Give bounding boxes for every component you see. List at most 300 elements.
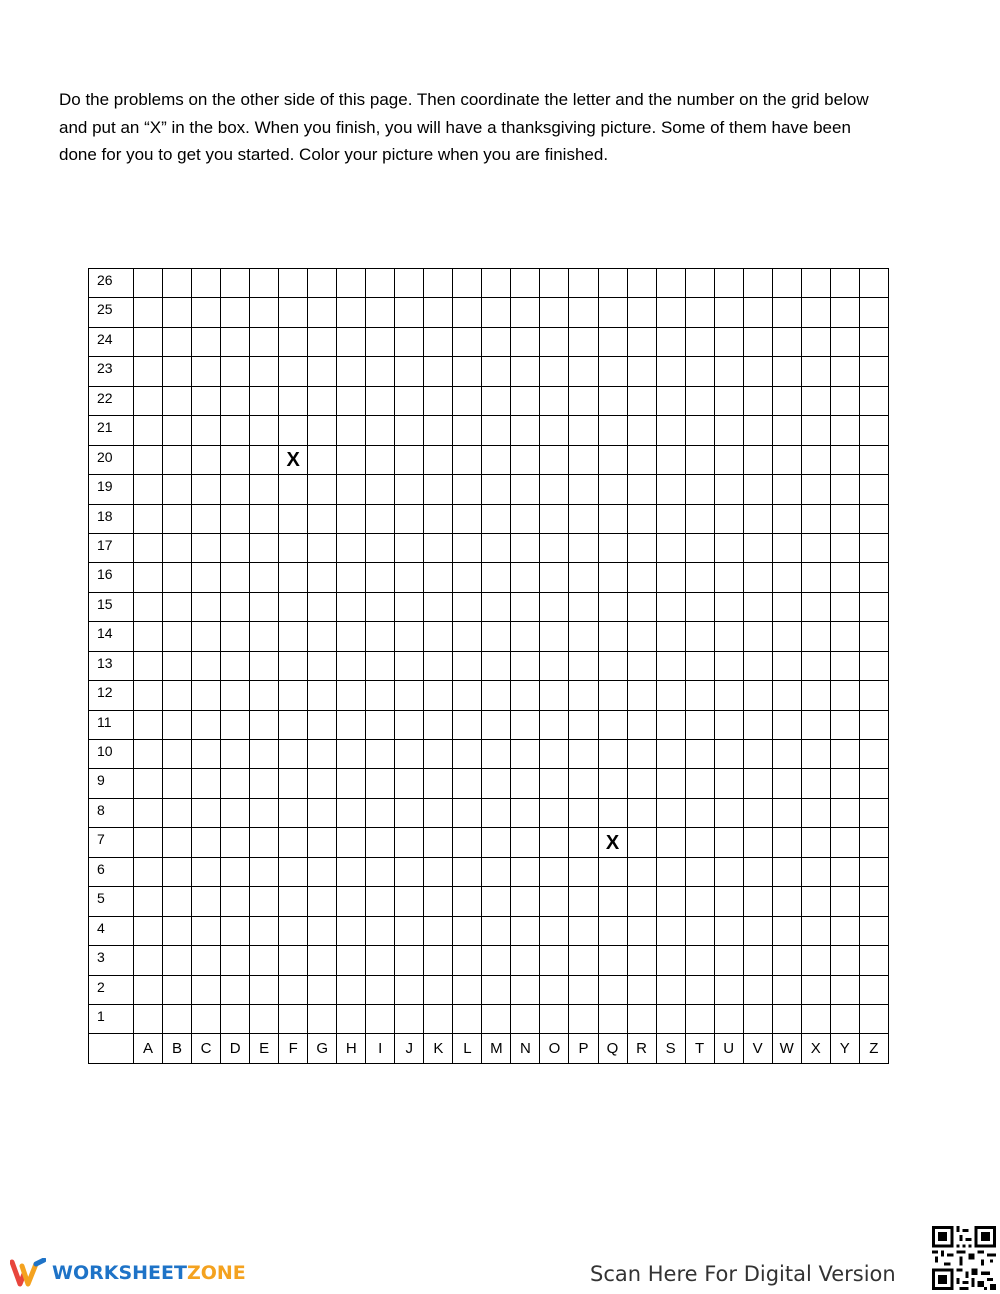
grid-cell[interactable] (221, 887, 250, 916)
grid-cell[interactable] (656, 416, 685, 445)
grid-cell[interactable] (163, 327, 192, 356)
grid-cell[interactable] (598, 975, 627, 1004)
grid-cell[interactable] (453, 357, 482, 386)
grid-cell[interactable] (830, 798, 859, 827)
grid-cell[interactable] (801, 327, 830, 356)
grid-cell[interactable] (772, 651, 801, 680)
grid-cell[interactable] (830, 946, 859, 975)
grid-cell[interactable] (337, 828, 366, 857)
grid-cell[interactable] (714, 533, 743, 562)
grid-cell[interactable] (395, 445, 424, 474)
grid-cell[interactable] (714, 592, 743, 621)
grid-cell[interactable] (163, 857, 192, 886)
grid-cell[interactable] (221, 769, 250, 798)
grid-cell[interactable] (337, 592, 366, 621)
grid-cell[interactable] (569, 857, 598, 886)
grid-cell[interactable] (859, 386, 888, 415)
grid-cell[interactable] (424, 916, 453, 945)
grid-cell[interactable] (424, 327, 453, 356)
grid-cell[interactable] (714, 504, 743, 533)
grid-cell[interactable] (366, 857, 395, 886)
grid-cell[interactable] (772, 533, 801, 562)
grid-cell[interactable] (830, 357, 859, 386)
grid-cell[interactable] (395, 710, 424, 739)
grid-cell[interactable] (366, 798, 395, 827)
grid-cell[interactable] (366, 357, 395, 386)
grid-cell[interactable] (801, 563, 830, 592)
grid-cell[interactable] (743, 975, 772, 1004)
grid-cell[interactable] (279, 828, 308, 857)
grid-cell[interactable] (453, 416, 482, 445)
grid-cell[interactable] (714, 828, 743, 857)
grid-cell[interactable] (192, 504, 221, 533)
grid-cell[interactable] (395, 475, 424, 504)
grid-cell[interactable] (221, 327, 250, 356)
grid-cell[interactable] (627, 975, 656, 1004)
grid-cell[interactable] (482, 386, 511, 415)
grid-cell[interactable] (163, 916, 192, 945)
grid-cell[interactable] (221, 298, 250, 327)
grid-cell[interactable] (627, 269, 656, 298)
grid-cell[interactable] (279, 533, 308, 562)
grid-cell[interactable] (743, 592, 772, 621)
grid-cell[interactable] (540, 504, 569, 533)
grid-cell[interactable] (511, 740, 540, 769)
grid-cell[interactable] (482, 1004, 511, 1033)
grid-cell[interactable] (395, 887, 424, 916)
grid-cell[interactable] (395, 1004, 424, 1033)
grid-cell[interactable] (192, 269, 221, 298)
grid-cell[interactable] (540, 445, 569, 474)
grid-cell[interactable] (656, 769, 685, 798)
grid-cell[interactable] (192, 769, 221, 798)
grid-cell[interactable] (337, 798, 366, 827)
grid-cell[interactable] (250, 946, 279, 975)
grid-cell[interactable] (192, 445, 221, 474)
grid-cell[interactable] (801, 916, 830, 945)
grid-cell[interactable] (308, 386, 337, 415)
grid-cell[interactable] (250, 828, 279, 857)
grid-cell[interactable] (540, 269, 569, 298)
grid-cell[interactable] (685, 1004, 714, 1033)
grid-cell[interactable] (540, 946, 569, 975)
grid-cell[interactable] (714, 327, 743, 356)
grid-cell[interactable] (163, 946, 192, 975)
grid-cell[interactable] (192, 887, 221, 916)
grid-cell[interactable] (395, 651, 424, 680)
grid-cell[interactable] (308, 651, 337, 680)
grid-cell[interactable] (337, 651, 366, 680)
grid-cell[interactable] (250, 298, 279, 327)
grid-cell[interactable] (598, 769, 627, 798)
grid-cell[interactable] (395, 798, 424, 827)
grid-cell[interactable] (859, 975, 888, 1004)
grid-cell[interactable] (482, 798, 511, 827)
grid-cell[interactable] (772, 769, 801, 798)
grid-cell[interactable] (859, 798, 888, 827)
grid-cell[interactable] (540, 416, 569, 445)
grid-cell[interactable] (366, 622, 395, 651)
grid-cell[interactable] (540, 681, 569, 710)
grid-cell[interactable] (511, 769, 540, 798)
grid-cell[interactable] (366, 710, 395, 739)
grid-cell[interactable] (134, 916, 163, 945)
grid-cell[interactable] (308, 740, 337, 769)
grid-cell[interactable] (308, 622, 337, 651)
grid-cell[interactable] (279, 681, 308, 710)
grid-cell[interactable] (308, 592, 337, 621)
grid-cell[interactable] (714, 946, 743, 975)
grid-cell[interactable] (627, 563, 656, 592)
grid-cell[interactable] (163, 828, 192, 857)
grid-cell[interactable] (453, 327, 482, 356)
grid-cell[interactable] (453, 710, 482, 739)
grid-cell[interactable] (714, 269, 743, 298)
grid-cell[interactable] (134, 651, 163, 680)
grid-cell[interactable] (540, 710, 569, 739)
grid-cell[interactable] (569, 386, 598, 415)
grid-cell[interactable] (569, 298, 598, 327)
grid-cell[interactable] (424, 740, 453, 769)
grid-cell[interactable] (656, 798, 685, 827)
grid-cell[interactable] (482, 681, 511, 710)
grid-cell[interactable] (221, 475, 250, 504)
grid-cell[interactable] (395, 327, 424, 356)
grid-cell[interactable] (192, 357, 221, 386)
grid-cell[interactable] (308, 298, 337, 327)
grid-cell[interactable] (743, 533, 772, 562)
grid-cell[interactable] (163, 798, 192, 827)
grid-cell[interactable] (511, 269, 540, 298)
grid-cell[interactable] (192, 710, 221, 739)
grid-cell[interactable] (337, 740, 366, 769)
grid-cell[interactable] (366, 563, 395, 592)
grid-cell[interactable] (424, 769, 453, 798)
grid-cell[interactable] (192, 1004, 221, 1033)
grid-cell[interactable] (192, 416, 221, 445)
grid-cell[interactable] (685, 622, 714, 651)
grid-cell[interactable] (569, 681, 598, 710)
grid-cell[interactable] (656, 828, 685, 857)
grid-cell[interactable] (569, 327, 598, 356)
grid-cell[interactable] (743, 857, 772, 886)
grid-cell[interactable] (163, 416, 192, 445)
grid-cell[interactable] (337, 857, 366, 886)
grid-cell[interactable] (511, 887, 540, 916)
grid-cell[interactable] (279, 386, 308, 415)
grid-cell[interactable] (685, 533, 714, 562)
grid-cell[interactable] (192, 651, 221, 680)
grid-cell[interactable] (453, 298, 482, 327)
grid-cell[interactable] (859, 828, 888, 857)
grid-cell[interactable] (192, 681, 221, 710)
grid-cell[interactable] (482, 916, 511, 945)
grid-cell[interactable] (250, 622, 279, 651)
grid-cell[interactable] (569, 357, 598, 386)
grid-cell[interactable] (656, 269, 685, 298)
grid-cell[interactable] (163, 592, 192, 621)
grid-cell[interactable] (395, 622, 424, 651)
grid-cell[interactable] (801, 798, 830, 827)
grid-cell[interactable] (134, 563, 163, 592)
grid-cell[interactable] (308, 269, 337, 298)
grid-cell[interactable] (308, 975, 337, 1004)
grid-cell[interactable] (279, 887, 308, 916)
grid-cell[interactable] (627, 1004, 656, 1033)
grid-cell[interactable] (743, 563, 772, 592)
grid-cell[interactable] (221, 798, 250, 827)
grid-cell[interactable] (656, 622, 685, 651)
grid-cell[interactable] (308, 828, 337, 857)
grid-cell[interactable] (685, 563, 714, 592)
grid-cell[interactable] (250, 475, 279, 504)
grid-cell[interactable] (395, 563, 424, 592)
grid-cell[interactable] (656, 563, 685, 592)
grid-cell[interactable] (598, 740, 627, 769)
grid-cell[interactable] (627, 651, 656, 680)
grid-cell[interactable] (801, 740, 830, 769)
grid-cell[interactable] (859, 622, 888, 651)
grid-cell[interactable] (395, 916, 424, 945)
grid-cell[interactable] (250, 269, 279, 298)
grid-cell[interactable] (714, 475, 743, 504)
grid-cell[interactable] (569, 946, 598, 975)
grid-cell[interactable] (859, 916, 888, 945)
grid-cell[interactable] (714, 563, 743, 592)
grid-cell[interactable] (540, 386, 569, 415)
grid-cell[interactable] (192, 740, 221, 769)
grid-cell[interactable] (424, 269, 453, 298)
grid-cell[interactable] (134, 269, 163, 298)
grid-cell[interactable] (337, 710, 366, 739)
grid-cell[interactable] (772, 357, 801, 386)
grid-cell[interactable] (830, 651, 859, 680)
grid-cell[interactable] (685, 740, 714, 769)
grid-cell[interactable] (540, 622, 569, 651)
grid-cell[interactable] (395, 298, 424, 327)
grid-cell[interactable] (627, 710, 656, 739)
grid-cell[interactable] (859, 475, 888, 504)
grid-cell[interactable] (598, 504, 627, 533)
grid-cell[interactable] (250, 769, 279, 798)
grid-cell[interactable] (511, 357, 540, 386)
grid-cell[interactable] (656, 386, 685, 415)
grid-cell[interactable] (859, 740, 888, 769)
grid-cell[interactable] (395, 857, 424, 886)
grid-cell[interactable] (221, 357, 250, 386)
grid-cell[interactable] (627, 327, 656, 356)
grid-cell[interactable] (163, 475, 192, 504)
grid-cell[interactable] (250, 740, 279, 769)
grid-cell[interactable] (482, 327, 511, 356)
grid-cell[interactable] (569, 769, 598, 798)
grid-cell[interactable] (337, 327, 366, 356)
grid-cell[interactable] (714, 710, 743, 739)
grid-cell[interactable] (859, 504, 888, 533)
grid-cell[interactable] (801, 651, 830, 680)
grid-cell[interactable] (250, 327, 279, 356)
grid-cell[interactable] (598, 887, 627, 916)
grid-cell[interactable] (511, 533, 540, 562)
grid-cell[interactable] (859, 1004, 888, 1033)
grid-cell[interactable] (453, 592, 482, 621)
grid-cell[interactable] (569, 445, 598, 474)
grid-cell[interactable] (801, 269, 830, 298)
grid-cell[interactable] (279, 916, 308, 945)
grid-cell[interactable] (656, 681, 685, 710)
grid-cell[interactable] (801, 357, 830, 386)
grid-cell[interactable] (511, 416, 540, 445)
grid-cell[interactable] (279, 651, 308, 680)
grid-cell[interactable] (337, 769, 366, 798)
grid-cell[interactable] (482, 504, 511, 533)
grid-cell[interactable] (192, 622, 221, 651)
grid-cell[interactable] (540, 828, 569, 857)
grid-cell[interactable] (250, 533, 279, 562)
grid-cell[interactable] (743, 504, 772, 533)
grid-cell[interactable] (250, 857, 279, 886)
grid-cell[interactable] (656, 710, 685, 739)
grid-cell[interactable] (801, 946, 830, 975)
grid-cell[interactable] (656, 504, 685, 533)
grid-cell[interactable] (163, 386, 192, 415)
grid-cell[interactable] (830, 740, 859, 769)
grid-cell[interactable] (772, 887, 801, 916)
grid-cell[interactable] (743, 475, 772, 504)
grid-cell[interactable] (772, 857, 801, 886)
grid-cell[interactable] (250, 416, 279, 445)
grid-cell[interactable] (830, 269, 859, 298)
grid-cell[interactable] (482, 857, 511, 886)
grid-cell[interactable] (221, 740, 250, 769)
grid-cell[interactable] (366, 445, 395, 474)
grid-cell[interactable] (424, 1004, 453, 1033)
grid-cell[interactable] (134, 416, 163, 445)
grid-cell[interactable] (685, 592, 714, 621)
grid-cell[interactable] (221, 1004, 250, 1033)
grid-cell[interactable] (482, 475, 511, 504)
grid-cell[interactable] (569, 887, 598, 916)
grid-cell[interactable] (308, 916, 337, 945)
grid-cell[interactable] (714, 622, 743, 651)
grid-cell[interactable] (685, 416, 714, 445)
grid-cell[interactable] (627, 887, 656, 916)
grid-cell[interactable] (540, 563, 569, 592)
grid-cell[interactable] (163, 1004, 192, 1033)
grid-cell[interactable] (598, 592, 627, 621)
grid-cell[interactable] (453, 975, 482, 1004)
grid-cell[interactable] (511, 1004, 540, 1033)
grid-cell[interactable] (250, 1004, 279, 1033)
grid-cell[interactable] (395, 533, 424, 562)
grid-cell[interactable] (772, 1004, 801, 1033)
grid-cell[interactable] (685, 946, 714, 975)
grid-cell[interactable] (163, 769, 192, 798)
grid-cell[interactable] (395, 416, 424, 445)
grid-cell[interactable] (453, 769, 482, 798)
grid-cell[interactable] (569, 504, 598, 533)
grid-cell[interactable] (279, 357, 308, 386)
grid-cell[interactable] (801, 416, 830, 445)
grid-cell[interactable] (453, 386, 482, 415)
grid-cell[interactable] (801, 857, 830, 886)
grid-cell[interactable] (308, 681, 337, 710)
grid-cell[interactable] (134, 740, 163, 769)
grid-cell[interactable] (192, 592, 221, 621)
grid-cell[interactable] (337, 475, 366, 504)
grid-cell[interactable] (598, 327, 627, 356)
grid-cell[interactable] (540, 1004, 569, 1033)
grid-cell[interactable] (859, 269, 888, 298)
grid-cell[interactable] (134, 975, 163, 1004)
grid-cell[interactable] (598, 416, 627, 445)
grid-cell[interactable] (540, 975, 569, 1004)
grid-cell[interactable] (540, 798, 569, 827)
grid-cell[interactable] (830, 504, 859, 533)
grid-cell[interactable] (627, 828, 656, 857)
grid-cell[interactable] (540, 475, 569, 504)
grid-cell[interactable] (859, 710, 888, 739)
grid-cell[interactable] (221, 445, 250, 474)
grid-cell[interactable] (801, 975, 830, 1004)
grid-cell[interactable] (540, 651, 569, 680)
grid-cell[interactable] (685, 269, 714, 298)
grid-cell[interactable] (772, 592, 801, 621)
grid-cell[interactable] (830, 887, 859, 916)
grid-cell[interactable] (308, 475, 337, 504)
grid-cell[interactable] (424, 445, 453, 474)
grid-cell[interactable] (627, 798, 656, 827)
grid-cell[interactable] (830, 386, 859, 415)
grid-cell[interactable] (163, 298, 192, 327)
grid-cell[interactable] (511, 946, 540, 975)
grid-cell[interactable] (366, 975, 395, 1004)
grid-cell[interactable] (221, 416, 250, 445)
grid-cell[interactable] (627, 504, 656, 533)
grid-cell[interactable] (279, 298, 308, 327)
grid-cell[interactable] (279, 563, 308, 592)
grid-cell[interactable] (366, 740, 395, 769)
grid-cell[interactable] (801, 475, 830, 504)
grid-cell[interactable] (250, 504, 279, 533)
grid-cell[interactable] (656, 740, 685, 769)
grid-cell[interactable] (540, 769, 569, 798)
grid-cell[interactable] (366, 592, 395, 621)
grid-cell[interactable] (627, 622, 656, 651)
grid-cell[interactable] (714, 740, 743, 769)
grid-cell[interactable] (714, 916, 743, 945)
grid-cell[interactable] (540, 357, 569, 386)
grid-cell[interactable] (221, 622, 250, 651)
grid-cell[interactable] (424, 298, 453, 327)
grid-cell[interactable] (859, 533, 888, 562)
grid-cell[interactable] (395, 357, 424, 386)
grid-cell[interactable] (685, 828, 714, 857)
grid-cell[interactable] (395, 740, 424, 769)
grid-cell[interactable] (163, 681, 192, 710)
grid-cell[interactable] (540, 533, 569, 562)
grid-cell[interactable] (453, 269, 482, 298)
grid-cell[interactable] (743, 916, 772, 945)
grid-cell[interactable] (134, 298, 163, 327)
grid-cell[interactable] (511, 651, 540, 680)
grid-cell[interactable] (192, 475, 221, 504)
grid-cell[interactable] (279, 327, 308, 356)
grid-cell[interactable] (453, 828, 482, 857)
grid-cell[interactable] (395, 828, 424, 857)
grid-cell[interactable] (337, 533, 366, 562)
grid-cell[interactable] (453, 445, 482, 474)
